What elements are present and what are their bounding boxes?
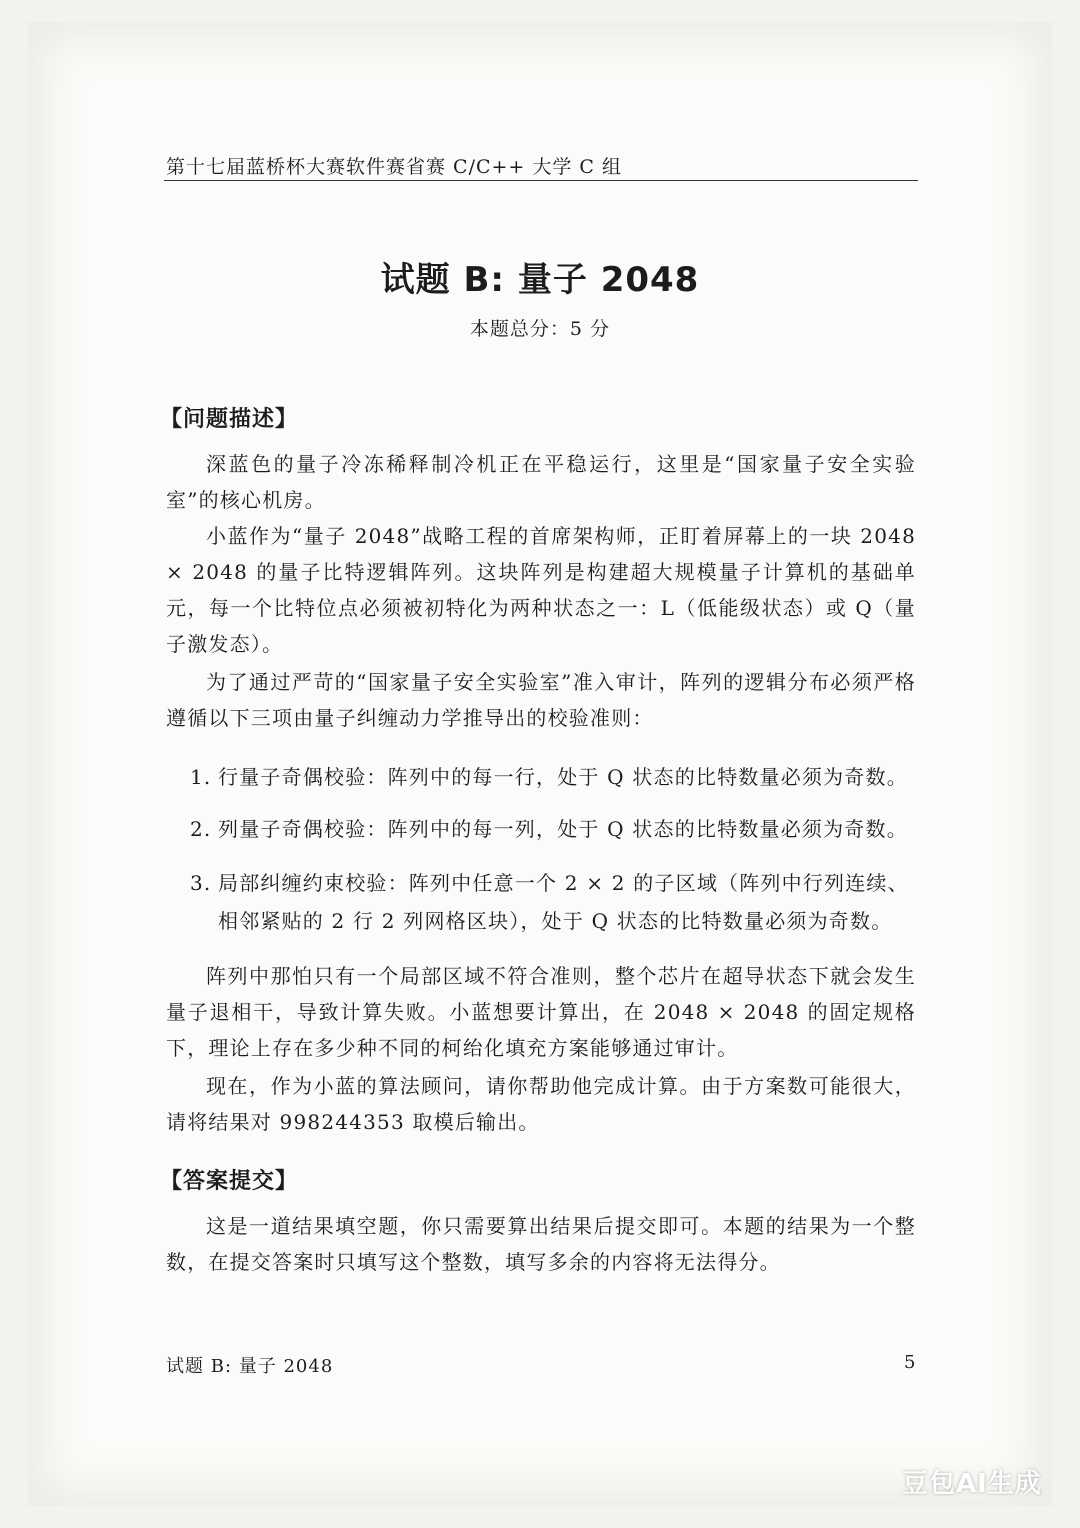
problem-score: 本题总分：5 分 bbox=[469, 318, 611, 340]
paragraph-4: 阵列中那怕只有一个局部区域不符合准则，整个芯片在超导状态下就会发生量子退相干，导致计算失败。小蓝想要计算出，在 2048 × 2048 的固定规格下，理论上存在多少种不同的柯绐化填充方案能够通过审计。 bbox=[166, 964, 916, 1060]
description-heading: 【问题描述】 bbox=[160, 407, 299, 432]
rule-number: 1. bbox=[190, 765, 212, 789]
paragraph-2: 小蓝作为“量子 2048”战略工程的首席架构师，正盯着屏幕上的一块 2048 × 2048 的量子比特逻辑阵列。这块阵列是构建超大规模量子计算机的基础单元，每一个比特位点必须被初特化为两种状态之一：L（低能级状态）或 Q（量子激发态）。 bbox=[166, 524, 916, 656]
footer-title: 试题 B: 量子 2048 bbox=[166, 1356, 334, 1377]
rule-item-1 bbox=[190, 758, 920, 796]
paragraph-5: 现在，作为小蓝的算法顾问，请你帮助他完成计算。由于方案数可能很大，请将结果对 998244353 取模后输出。 bbox=[166, 1074, 916, 1134]
paragraph-3: 为了通过严苛的“国家量子安全实验室”准入审计，阵列的逻辑分布必须严格遵循以下三项由量子纠缠动力学推导出的校验准则： bbox=[166, 670, 916, 730]
rule-item-2 bbox=[190, 810, 920, 848]
page-number: 5 bbox=[904, 1352, 916, 1373]
paragraph-6: 这是一道结果填空题，你只需要算出结果后提交即可。本题的结果为一个整数，在提交答案时只填写这个整数，填写多余的内容将无法得分。 bbox=[166, 1214, 916, 1274]
rule-number: 3. bbox=[190, 871, 212, 895]
header-rule bbox=[164, 180, 918, 181]
paragraph-1: 深蓝色的量子冷冻稀释制冷机正在平稳运行，这里是“国家量子安全实验室”的核心机房。 bbox=[166, 452, 916, 512]
rule-item-3 bbox=[190, 864, 920, 940]
watermark: 豆包AI生成 bbox=[902, 1469, 1042, 1499]
running-header: 第十七届蓝桥杯大赛软件赛省赛 C/C++ 大学 C 组 bbox=[166, 156, 623, 178]
rule-text: 列量子奇偶校验：阵列中的每一列，处于 Q 状态的比特数量必须为奇数。 bbox=[218, 817, 908, 841]
submit-heading: 【答案提交】 bbox=[160, 1169, 299, 1194]
rule-text: 行量子奇偶校验：阵列中的每一行，处于 Q 状态的比特数量必须为奇数。 bbox=[218, 765, 908, 789]
rule-text: 局部纠缠约束校验：阵列中任意一个 2 × 2 的子区域（阵列中行列连续、相邻紧贴的 2 行 2 列网格区块），处于 Q 状态的比特数量必须为奇数。 bbox=[218, 871, 909, 933]
problem-title: 试题 B: 量子 2048 bbox=[380, 260, 700, 300]
rule-number: 2. bbox=[190, 817, 212, 841]
